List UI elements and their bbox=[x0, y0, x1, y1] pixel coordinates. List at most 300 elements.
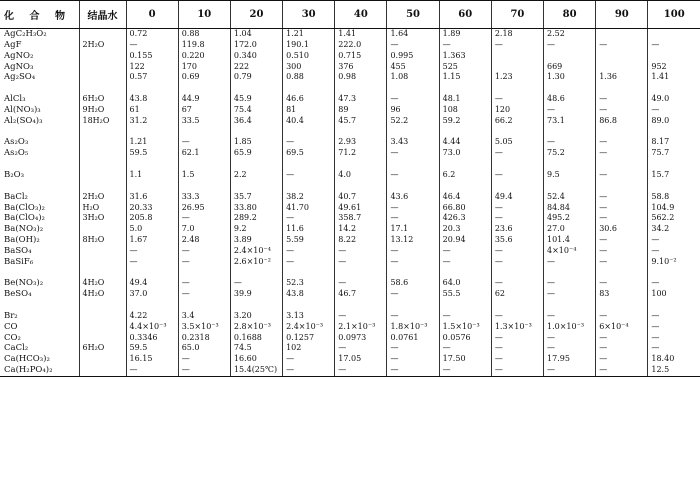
hydrate-cell bbox=[79, 170, 126, 181]
hydrate-cell: 2H₂O bbox=[79, 192, 126, 203]
solubility-cell: 41.70 bbox=[283, 203, 335, 214]
solubility-cell: 31.6 bbox=[126, 192, 178, 203]
solubility-cell bbox=[126, 268, 178, 279]
solubility-cell: 100 bbox=[648, 289, 700, 300]
solubility-cell: — bbox=[387, 365, 439, 376]
solubility-cell: 120 bbox=[491, 105, 543, 116]
compound-cell bbox=[0, 83, 79, 94]
solubility-cell: 33.3 bbox=[178, 192, 230, 203]
solubility-cell: — bbox=[648, 40, 700, 51]
solubility-cell: — bbox=[596, 148, 648, 159]
solubility-cell: — bbox=[178, 137, 230, 148]
compound-cell: Ca(HCO₃)₂ bbox=[4, 354, 50, 365]
solubility-cell bbox=[596, 51, 648, 62]
solubility-cell: 6×10⁻⁴ bbox=[596, 322, 648, 333]
solubility-cell: — bbox=[544, 311, 596, 322]
solubility-cell: 495.2 bbox=[544, 213, 596, 224]
table-row bbox=[0, 311, 700, 322]
solubility-cell: 0.0576 bbox=[439, 333, 491, 344]
solubility-cell bbox=[596, 127, 648, 138]
solubility-cell bbox=[596, 62, 648, 73]
hydrate-cell: 2H₂O bbox=[79, 40, 126, 51]
compound-cell: AlCl₃ bbox=[4, 94, 26, 105]
solubility-cell: — bbox=[544, 343, 596, 354]
solubility-cell: — bbox=[596, 94, 648, 105]
solubility-cell: 27.0 bbox=[544, 224, 596, 235]
solubility-cell: — bbox=[387, 311, 439, 322]
solubility-cell: 83 bbox=[596, 289, 648, 300]
table-row bbox=[0, 354, 700, 365]
solubility-cell: 43.8 bbox=[283, 289, 335, 300]
solubility-cell bbox=[439, 181, 491, 192]
solubility-cell: 3.5×10⁻³ bbox=[178, 322, 230, 333]
solubility-cell: — bbox=[544, 40, 596, 51]
solubility-cell: — bbox=[596, 311, 648, 322]
compound-cell: Ba(OH)₂ bbox=[4, 235, 40, 246]
solubility-cell: 0.57 bbox=[126, 72, 178, 83]
solubility-cell: 20.33 bbox=[126, 203, 178, 214]
solubility-cell: 5.05 bbox=[491, 137, 543, 148]
solubility-cell: 48.6 bbox=[544, 94, 596, 105]
compound-cell: AgF bbox=[4, 39, 22, 50]
compound-cell: BaCl₂ bbox=[4, 191, 28, 202]
solubility-cell: 1.8×10⁻³ bbox=[387, 322, 439, 333]
solubility-cell: — bbox=[596, 343, 648, 354]
solubility-cell: 61 bbox=[126, 105, 178, 116]
solubility-cell: — bbox=[491, 213, 543, 224]
solubility-cell: 9.10⁻² bbox=[648, 257, 700, 268]
table-row bbox=[0, 29, 700, 40]
solubility-cell: — bbox=[335, 278, 387, 289]
solubility-cell: 0.88 bbox=[178, 29, 230, 40]
solubility-cell bbox=[335, 127, 387, 138]
solubility-cell: 0.2318 bbox=[178, 333, 230, 344]
solubility-cell bbox=[126, 83, 178, 94]
solubility-cell: — bbox=[283, 213, 335, 224]
solubility-cell: 39.9 bbox=[230, 289, 282, 300]
solubility-cell: — bbox=[387, 148, 439, 159]
solubility-cell bbox=[335, 159, 387, 170]
solubility-cell bbox=[283, 268, 335, 279]
solubility-cell: 2.93 bbox=[335, 137, 387, 148]
solubility-cell: — bbox=[178, 354, 230, 365]
hydrate-cell: 6H₂O bbox=[79, 343, 126, 354]
hydrate-cell: 6H₂O bbox=[79, 94, 126, 105]
solubility-cell: — bbox=[335, 365, 387, 376]
solubility-cell: 65.9 bbox=[230, 148, 282, 159]
table-row bbox=[0, 83, 700, 94]
solubility-cell: 20.94 bbox=[439, 235, 491, 246]
table-row bbox=[0, 333, 700, 344]
solubility-cell bbox=[230, 83, 282, 94]
solubility-cell: — bbox=[178, 278, 230, 289]
solubility-cell: 0.98 bbox=[335, 72, 387, 83]
solubility-cell: 1.23 bbox=[491, 72, 543, 83]
header-row bbox=[0, 1, 700, 29]
hydrate-cell bbox=[79, 365, 126, 376]
solubility-cell bbox=[648, 83, 700, 94]
solubility-cell: — bbox=[491, 203, 543, 214]
table-row bbox=[0, 246, 700, 257]
solubility-cell: 300 bbox=[283, 62, 335, 73]
solubility-cell: — bbox=[283, 365, 335, 376]
hydrate-cell bbox=[79, 354, 126, 365]
solubility-cell: 73.0 bbox=[439, 148, 491, 159]
solubility-cell bbox=[387, 127, 439, 138]
solubility-cell bbox=[283, 300, 335, 311]
solubility-cell: 2.6×10⁻² bbox=[230, 257, 282, 268]
solubility-cell bbox=[387, 83, 439, 94]
header-temp: 30 bbox=[283, 1, 335, 29]
solubility-cell: — bbox=[648, 343, 700, 354]
solubility-cell: 40.4 bbox=[283, 116, 335, 127]
table-row bbox=[0, 322, 700, 333]
solubility-cell: 4.22 bbox=[126, 311, 178, 322]
solubility-cell bbox=[544, 159, 596, 170]
solubility-cell: 1.89 bbox=[439, 29, 491, 40]
solubility-cell: 89.0 bbox=[648, 116, 700, 127]
solubility-cell: 5.0 bbox=[126, 224, 178, 235]
solubility-cell: 59.5 bbox=[126, 148, 178, 159]
solubility-cell: — bbox=[491, 40, 543, 51]
table-row bbox=[0, 192, 700, 203]
solubility-cell: — bbox=[544, 278, 596, 289]
hydrate-cell bbox=[79, 127, 126, 138]
solubility-cell: — bbox=[648, 235, 700, 246]
compound-cell: Be(NO₃)₂ bbox=[4, 278, 44, 289]
header-temp: 90 bbox=[596, 1, 648, 29]
solubility-cell: — bbox=[596, 235, 648, 246]
table-row bbox=[0, 213, 700, 224]
solubility-cell bbox=[439, 127, 491, 138]
table-body bbox=[0, 29, 700, 377]
solubility-cell: 46.4 bbox=[439, 192, 491, 203]
solubility-cell: 119.8 bbox=[178, 40, 230, 51]
solubility-cell: 35.7 bbox=[230, 192, 282, 203]
solubility-cell: — bbox=[648, 278, 700, 289]
solubility-cell: 52.3 bbox=[283, 278, 335, 289]
solubility-cell: 1.64 bbox=[387, 29, 439, 40]
solubility-cell: 49.4 bbox=[126, 278, 178, 289]
solubility-cell: 0.79 bbox=[230, 72, 282, 83]
solubility-cell: 74.5 bbox=[230, 343, 282, 354]
solubility-cell: 44.9 bbox=[178, 94, 230, 105]
solubility-cell bbox=[648, 51, 700, 62]
solubility-cell: — bbox=[335, 343, 387, 354]
solubility-cell: — bbox=[544, 137, 596, 148]
solubility-cell bbox=[283, 83, 335, 94]
solubility-cell: — bbox=[596, 354, 648, 365]
solubility-cell: 84.84 bbox=[544, 203, 596, 214]
compound-cell: As₂O₃ bbox=[4, 137, 29, 148]
solubility-cell bbox=[335, 268, 387, 279]
solubility-cell: 34.2 bbox=[648, 224, 700, 235]
solubility-cell: 26.95 bbox=[178, 203, 230, 214]
solubility-cell: 16.15 bbox=[126, 354, 178, 365]
solubility-cell: 33.5 bbox=[178, 116, 230, 127]
solubility-cell: — bbox=[596, 137, 648, 148]
solubility-cell: 1.21 bbox=[283, 29, 335, 40]
hydrate-cell: 9H₂O bbox=[79, 105, 126, 116]
solubility-cell: — bbox=[387, 354, 439, 365]
solubility-cell bbox=[126, 127, 178, 138]
solubility-cell: — bbox=[544, 365, 596, 376]
solubility-cell: — bbox=[439, 257, 491, 268]
solubility-cell: 669 bbox=[544, 62, 596, 73]
solubility-cell: 59.5 bbox=[126, 343, 178, 354]
solubility-cell: 64.0 bbox=[439, 278, 491, 289]
table-row bbox=[0, 116, 700, 127]
compound-cell: AgNO₂ bbox=[4, 50, 34, 61]
header-compound: 化 合 物 bbox=[0, 1, 79, 29]
solubility-cell: 376 bbox=[335, 62, 387, 73]
solubility-cell: — bbox=[283, 170, 335, 181]
solubility-cell: — bbox=[387, 257, 439, 268]
solubility-cell: 65.0 bbox=[178, 343, 230, 354]
compound-cell: B₂O₃ bbox=[4, 169, 25, 180]
solubility-cell: — bbox=[387, 203, 439, 214]
compound-cell: Ca(H₂PO₄)₂ bbox=[0, 365, 79, 376]
solubility-cell bbox=[126, 300, 178, 311]
solubility-cell bbox=[126, 159, 178, 170]
solubility-cell: 4.44 bbox=[439, 137, 491, 148]
table-row bbox=[0, 62, 700, 73]
header-temp: 70 bbox=[491, 1, 543, 29]
solubility-cell: 0.1257 bbox=[283, 333, 335, 344]
solubility-cell: 38.2 bbox=[283, 192, 335, 203]
solubility-cell: 43.8 bbox=[126, 94, 178, 105]
solubility-cell bbox=[648, 300, 700, 311]
solubility-cell: 67 bbox=[178, 105, 230, 116]
solubility-cell: 289.2 bbox=[230, 213, 282, 224]
solubility-cell bbox=[387, 159, 439, 170]
solubility-cell bbox=[491, 83, 543, 94]
solubility-cell bbox=[648, 29, 700, 40]
solubility-cell: 358.7 bbox=[335, 213, 387, 224]
solubility-cell bbox=[596, 181, 648, 192]
hydrate-cell bbox=[79, 246, 126, 257]
solubility-cell: — bbox=[648, 105, 700, 116]
header-temp: 50 bbox=[387, 1, 439, 29]
solubility-cell: — bbox=[596, 40, 648, 51]
solubility-cell: — bbox=[126, 246, 178, 257]
hydrate-cell bbox=[79, 62, 126, 73]
solubility-cell: — bbox=[335, 246, 387, 257]
hydrate-cell bbox=[79, 224, 126, 235]
solubility-cell: 3.89 bbox=[230, 235, 282, 246]
solubility-cell: — bbox=[544, 257, 596, 268]
table-row bbox=[0, 289, 700, 300]
solubility-cell: — bbox=[544, 289, 596, 300]
hydrate-cell bbox=[79, 83, 126, 94]
solubility-cell: 455 bbox=[387, 62, 439, 73]
compound-cell: AgC₂H₃O₂ bbox=[4, 29, 47, 39]
solubility-cell: — bbox=[439, 246, 491, 257]
hydrate-cell bbox=[79, 257, 126, 268]
table-row bbox=[0, 365, 700, 376]
solubility-cell: 2.8×10⁻³ bbox=[230, 322, 282, 333]
solubility-cell: 1.5 bbox=[178, 170, 230, 181]
table-row bbox=[0, 235, 700, 246]
solubility-cell: 104.9 bbox=[648, 203, 700, 214]
solubility-cell: 170 bbox=[178, 62, 230, 73]
compound-cell: BaSO₄ bbox=[4, 245, 32, 256]
solubility-cell: — bbox=[596, 105, 648, 116]
solubility-cell: 5.59 bbox=[283, 235, 335, 246]
hydrate-cell bbox=[79, 300, 126, 311]
solubility-cell: — bbox=[178, 257, 230, 268]
compound-cell: Al₂(SO₄)₃ bbox=[4, 115, 43, 126]
solubility-cell: 7.0 bbox=[178, 224, 230, 235]
compound-cell: BaSiF₆ bbox=[4, 256, 34, 267]
solubility-cell: 3.20 bbox=[230, 311, 282, 322]
table-row bbox=[0, 203, 700, 214]
solubility-cell bbox=[178, 83, 230, 94]
solubility-cell: 102 bbox=[283, 343, 335, 354]
solubility-cell: 16.60 bbox=[230, 354, 282, 365]
solubility-cell: 4.4×10⁻³ bbox=[126, 322, 178, 333]
solubility-cell: 1.3×10⁻³ bbox=[491, 322, 543, 333]
solubility-cell bbox=[596, 29, 648, 40]
table-row bbox=[0, 278, 700, 289]
solubility-cell: 15.4(25℃) bbox=[230, 365, 282, 376]
table-row bbox=[0, 300, 700, 311]
solubility-cell: 35.6 bbox=[491, 235, 543, 246]
header-temp: 80 bbox=[544, 1, 596, 29]
solubility-cell: — bbox=[648, 246, 700, 257]
hydrate-cell: 8H₂O bbox=[79, 235, 126, 246]
compound-cell: Ag₂SO₄ bbox=[4, 72, 36, 83]
solubility-cell: — bbox=[439, 365, 491, 376]
solubility-cell: 66.80 bbox=[439, 203, 491, 214]
solubility-cell: 1.21 bbox=[126, 137, 178, 148]
solubility-cell: 2.18 bbox=[491, 29, 543, 40]
table-row bbox=[0, 170, 700, 181]
solubility-cell: 172.0 bbox=[230, 40, 282, 51]
solubility-cell: 0.510 bbox=[283, 51, 335, 62]
solubility-cell bbox=[178, 127, 230, 138]
solubility-cell: 2.52 bbox=[544, 29, 596, 40]
solubility-cell: 46.7 bbox=[335, 289, 387, 300]
solubility-cell: 0.155 bbox=[126, 51, 178, 62]
solubility-cell: — bbox=[387, 94, 439, 105]
solubility-cell: 30.6 bbox=[596, 224, 648, 235]
hydrate-cell bbox=[79, 137, 126, 148]
solubility-cell: — bbox=[648, 311, 700, 322]
solubility-cell: 45.9 bbox=[230, 94, 282, 105]
solubility-cell bbox=[335, 181, 387, 192]
solubility-cell: 1.85 bbox=[230, 137, 282, 148]
solubility-cell: 49.0 bbox=[648, 94, 700, 105]
header-temp: 10 bbox=[178, 1, 230, 29]
solubility-cell: 562.2 bbox=[648, 213, 700, 224]
hydrate-cell: 4H₂O bbox=[79, 289, 126, 300]
solubility-cell: 12.5 bbox=[648, 365, 700, 376]
solubility-cell bbox=[491, 127, 543, 138]
solubility-cell: 6.2 bbox=[439, 170, 491, 181]
solubility-cell: 3.4 bbox=[178, 311, 230, 322]
compound-cell: Br₂ bbox=[4, 310, 18, 321]
solubility-cell: 52.2 bbox=[387, 116, 439, 127]
solubility-cell: 31.2 bbox=[126, 116, 178, 127]
solubility-cell bbox=[491, 181, 543, 192]
compound-cell bbox=[0, 127, 79, 138]
compound-cell: CO₂ bbox=[4, 332, 21, 343]
compound-cell: Al(NO₃)₃ bbox=[4, 104, 41, 115]
table-row bbox=[0, 268, 700, 279]
solubility-cell: 17.95 bbox=[544, 354, 596, 365]
solubility-cell: — bbox=[387, 213, 439, 224]
solubility-cell: 4×10⁻⁴ bbox=[544, 246, 596, 257]
solubility-cell bbox=[491, 159, 543, 170]
solubility-cell: 426.3 bbox=[439, 213, 491, 224]
solubility-cell: 101.4 bbox=[544, 235, 596, 246]
solubility-cell: 952 bbox=[648, 62, 700, 73]
solubility-cell: — bbox=[283, 137, 335, 148]
solubility-cell: — bbox=[544, 333, 596, 344]
header-temp: 100 bbox=[648, 1, 700, 29]
solubility-cell bbox=[544, 300, 596, 311]
solubility-cell: 81 bbox=[283, 105, 335, 116]
compound-cell bbox=[0, 300, 79, 311]
solubility-cell bbox=[439, 268, 491, 279]
table-row bbox=[0, 148, 700, 159]
hydrate-cell bbox=[79, 181, 126, 192]
solubility-cell: 1.363 bbox=[439, 51, 491, 62]
solubility-cell: 43.6 bbox=[387, 192, 439, 203]
solubility-cell bbox=[178, 268, 230, 279]
solubility-cell: 75.2 bbox=[544, 148, 596, 159]
solubility-cell: — bbox=[178, 246, 230, 257]
solubility-cell: 13.12 bbox=[387, 235, 439, 246]
solubility-cell: 47.3 bbox=[335, 94, 387, 105]
solubility-cell: 1.15 bbox=[439, 72, 491, 83]
compound-cell: As₂O₅ bbox=[4, 148, 29, 159]
solubility-cell: — bbox=[491, 170, 543, 181]
solubility-cell: 0.0761 bbox=[387, 333, 439, 344]
solubility-cell bbox=[544, 83, 596, 94]
solubility-cell: — bbox=[491, 311, 543, 322]
solubility-cell: 0.340 bbox=[230, 51, 282, 62]
compound-cell: AgNO₃ bbox=[4, 61, 34, 72]
solubility-cell: — bbox=[491, 365, 543, 376]
solubility-cell: — bbox=[439, 311, 491, 322]
solubility-cell: — bbox=[491, 246, 543, 257]
solubility-cell: — bbox=[491, 257, 543, 268]
compound-cell: Ba(NO₃)₂ bbox=[4, 224, 44, 235]
solubility-cell bbox=[544, 51, 596, 62]
solubility-cell: — bbox=[126, 257, 178, 268]
table-row bbox=[0, 94, 700, 105]
solubility-cell: 36.4 bbox=[230, 116, 282, 127]
solubility-cell: — bbox=[387, 343, 439, 354]
solubility-cell bbox=[335, 300, 387, 311]
solubility-cell: 11.6 bbox=[283, 224, 335, 235]
solubility-cell: 17.50 bbox=[439, 354, 491, 365]
solubility-cell bbox=[126, 181, 178, 192]
solubility-cell: 0.88 bbox=[283, 72, 335, 83]
hydrate-cell bbox=[79, 268, 126, 279]
solubility-cell: — bbox=[491, 343, 543, 354]
solubility-cell: — bbox=[178, 365, 230, 376]
solubility-cell bbox=[596, 159, 648, 170]
solubility-cell: 17.05 bbox=[335, 354, 387, 365]
header-temp: 60 bbox=[439, 1, 491, 29]
solubility-cell bbox=[648, 127, 700, 138]
solubility-cell: 1.30 bbox=[544, 72, 596, 83]
solubility-cell bbox=[283, 181, 335, 192]
hydrate-cell: 3H₂O bbox=[79, 213, 126, 224]
